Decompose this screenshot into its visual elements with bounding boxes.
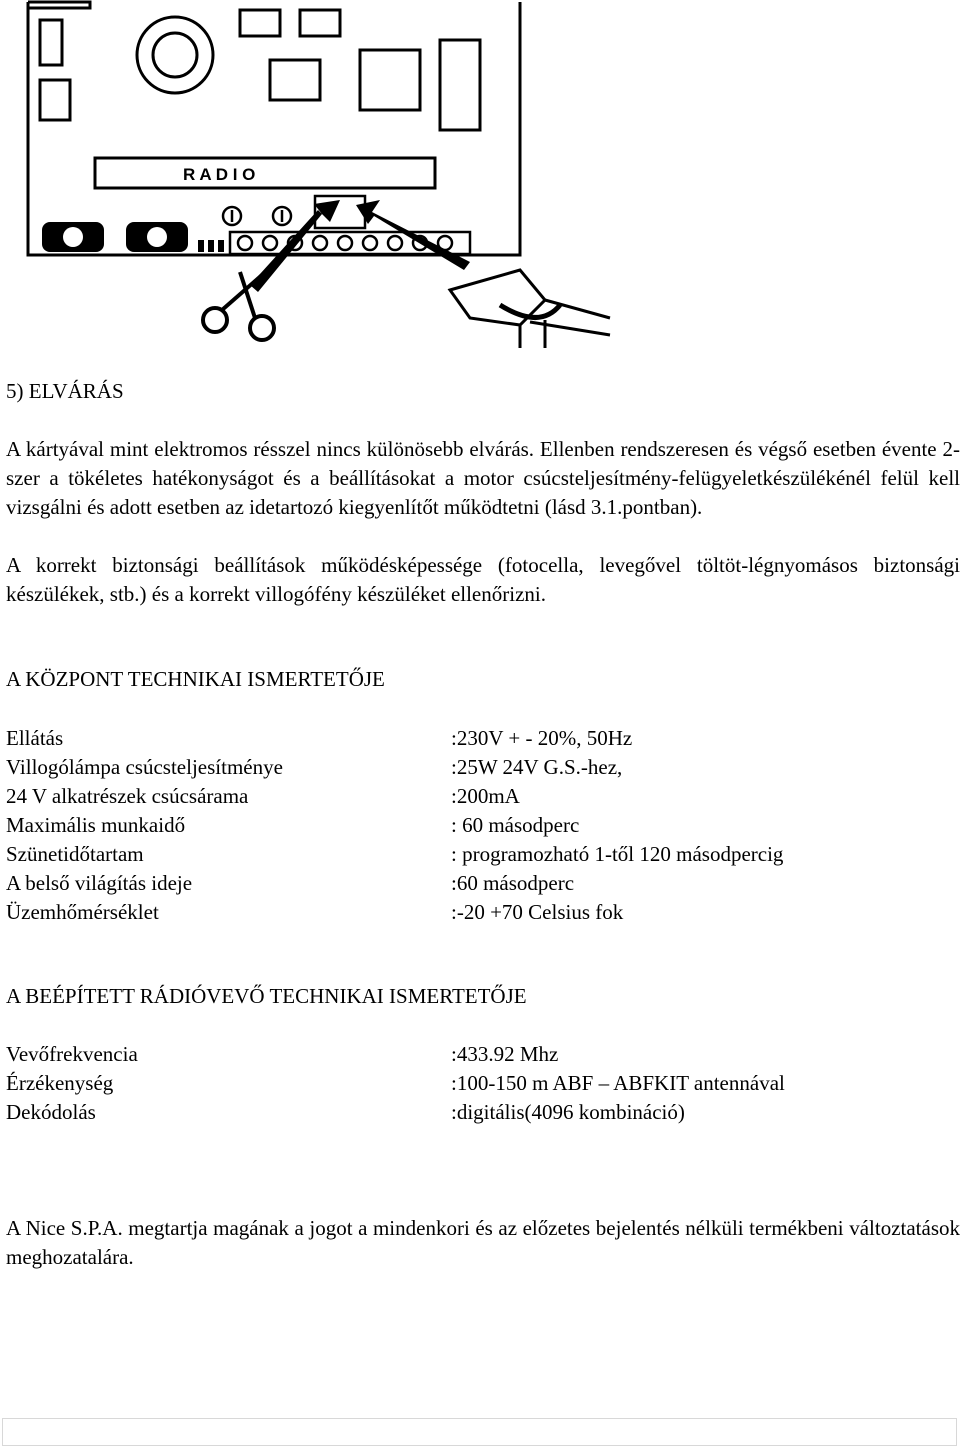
table-row	[6, 782, 783, 811]
table-row	[6, 811, 783, 840]
disclaimer-paragraph: A Nice S.P.A. megtartja magának a jogot a mindenkori és az előzetes bejelentés nélküli termékbeni változtatások meghozatalára.	[6, 1216, 960, 1269]
section-5-heading: 5) ELVÁRÁS	[6, 379, 124, 403]
central-specs-heading: A KÖZPONT TECHNIKAI ISMERTETŐJE	[6, 667, 385, 691]
spec-value: :-20 +70 Celsius fok	[451, 900, 624, 924]
spec-label: Dekódolás	[6, 1100, 96, 1124]
table-row	[6, 724, 783, 753]
section-5-paragraph-2: A korrekt biztonsági beállítások működésképessége (fotocella, levegővel töltöt-légnyomásos biztonsági készülékek, stb.) és a korrekt villogófény készüléket ellenőrizni.	[6, 553, 960, 606]
radio-specs-heading: A BEÉPÍTETT RÁDIÓVEVŐ TECHNIKAI ISMERTETŐJE	[6, 984, 527, 1008]
spec-label: Vevőfrekvencia	[6, 1042, 138, 1066]
spec-label: Villogólámpa csúcsteljesítménye	[6, 755, 283, 779]
spec-value: :60 másodperc	[451, 871, 575, 895]
spec-label: A belső világítás ideje	[6, 871, 193, 895]
spec-value: : programozható 1-től 120 másodpercig	[451, 842, 784, 866]
control-board-illustration	[0, 0, 620, 355]
table-row	[6, 840, 783, 869]
table-row	[6, 1098, 785, 1127]
spec-label: Maximális munkaidő	[6, 813, 186, 837]
radio-specs-table	[6, 1040, 785, 1127]
spec-value: :200mA	[451, 784, 520, 808]
spec-value: :433.92 Mhz	[451, 1042, 559, 1066]
spec-label: 24 V alkatrészek csúcsárama	[6, 784, 249, 808]
radio-slot	[95, 158, 435, 188]
central-specs-table	[6, 724, 783, 927]
spec-value: :digitális(4096 kombináció)	[451, 1100, 685, 1124]
spec-value: :25W 24V G.S.-hez,	[451, 755, 623, 779]
spec-value: :230V + - 20%, 50Hz	[451, 726, 633, 750]
connect-arrow	[356, 200, 470, 270]
table-row	[6, 1069, 785, 1098]
spec-value: :100-150 m ABF – ABFKIT antennával	[451, 1071, 785, 1095]
spec-label: Üzemhőmérséklet	[6, 900, 159, 924]
table-row	[6, 869, 783, 898]
section-5-paragraph-1: A kártyával mint elektromos résszel nincs különösebb elvárás. Ellenben rendszeresen és végső esetben évente 2-szer a tökéletes hatékonyságot és a beállításokat a motor csúcsteljesítmény-felügyeletkészülékénél felül kell vizsgálni és adott esetben az idetartozó kiegyenlítőt működtetni (lásd 3.1.pontban).	[6, 437, 960, 519]
table-row	[6, 1040, 785, 1069]
table-row	[6, 753, 783, 782]
spec-label: Szünetidőtartam	[6, 842, 144, 866]
spec-label: Ellátás	[6, 726, 64, 750]
spec-label: Érzékenység	[6, 1071, 114, 1095]
table-row	[6, 898, 783, 927]
footer-bar	[2, 1418, 957, 1446]
radio-slot-label: R A D I O	[183, 165, 256, 184]
connector-icon	[450, 270, 610, 348]
spec-value: : 60 másodperc	[451, 813, 580, 837]
